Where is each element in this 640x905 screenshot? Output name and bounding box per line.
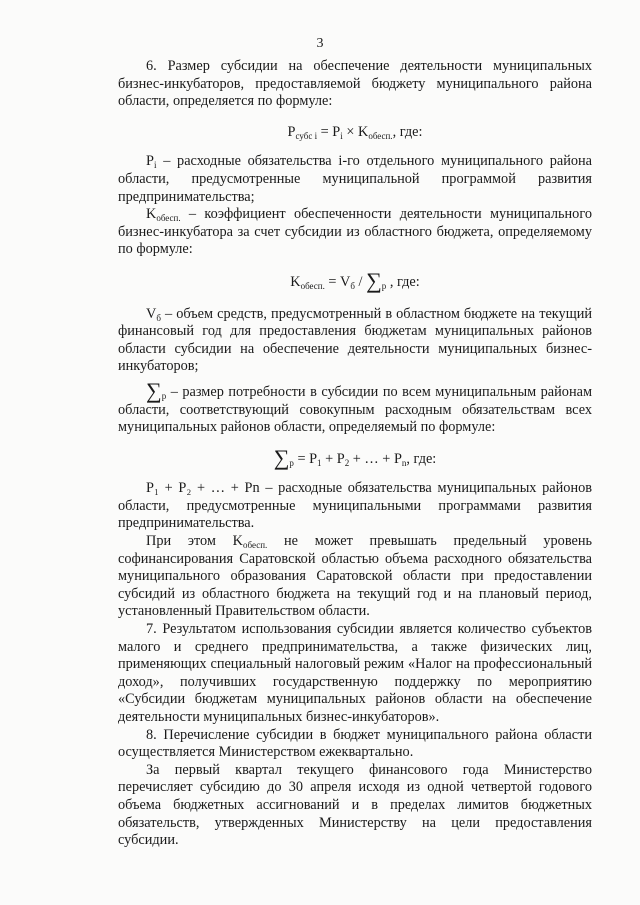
- formula-subscript: i: [340, 130, 343, 141]
- page-number: 3: [316, 36, 324, 51]
- formula-text: = V: [324, 273, 351, 290]
- formula-text: , где:: [406, 450, 437, 467]
- def-text: – расходные обязательства i-го отдельного муниципального района области, предусмотренные муниципальной программой развития предпринимательства;: [118, 153, 592, 205]
- formula-text: , где:: [386, 273, 420, 290]
- formula-sum: [118, 444, 592, 470]
- formula-subscript: n: [401, 457, 407, 468]
- formula-subscript: 2: [344, 457, 350, 468]
- formula-text: × K: [342, 123, 369, 140]
- limit-subscript: обесп.: [243, 540, 268, 551]
- item6-intro: 6. Размер субсидии на обеспечение деятельности муниципальных бизнес-инкубаторов, предоставляемой бюджету муниципального района области, определяется по формуле:: [118, 58, 592, 110]
- def-symbol: V: [146, 305, 157, 322]
- formula-subscript: р: [289, 457, 294, 468]
- sigma-symbol: ∑: [366, 267, 382, 293]
- item8-continuation: За первый квартал текущего финансового года Министерство перечисляет субсидию до 30 апреля исходя из одной четвертой годового объема бюджетных ассигнований и в пределах лимитов бюджетных обязательств, утвержденных Министерству на цели предоставления субсидии.: [118, 761, 592, 849]
- definition-pi: [118, 153, 592, 206]
- limit-text: не может превышать предельный уровень софинансирования Саратовской областью объема расходного обязательства муниципального образования Саратовской области при предоставлении субсидий из областного бюджета на текущий год и на плановый период, установленный Правительством области.: [118, 533, 593, 620]
- formula-symbol: P: [287, 123, 296, 140]
- formula-subscript: субс i: [295, 130, 318, 141]
- formula-subscript: обесп.: [300, 280, 325, 291]
- def-symbol: P: [146, 153, 154, 170]
- definition-sum: P₁ + P₂ + … + Pn – расходные обязательства муниципальных районов области, предусмотренные муниципальными программами развития предпринимательства.: [118, 480, 592, 532]
- formula-subscript: 1: [317, 457, 322, 468]
- def-subscript: обесп.: [156, 213, 181, 224]
- limit-clause: [118, 533, 592, 621]
- formula-text: + … + P: [349, 450, 402, 467]
- def-subscript: б: [156, 312, 161, 323]
- definition-k: [118, 206, 592, 259]
- def-text: – размер потребности в субсидии по всем муниципальным районам области, соответствующий совокупным расходным обязательствам всех муниципальных районов области, определяемый по формуле:: [118, 383, 592, 436]
- formula-symbol: K: [290, 273, 301, 290]
- formula-text: = P: [317, 123, 341, 140]
- formula-subscript: обесп.: [368, 130, 393, 141]
- formula-subscript: р: [381, 280, 387, 291]
- definition-v: [118, 306, 592, 376]
- def-symbol: K: [146, 206, 157, 223]
- def-subscript: i: [153, 160, 157, 171]
- limit-prefix: При этом K: [146, 533, 244, 550]
- def-subscript: р: [161, 390, 167, 401]
- def-text: – объем средств, предусмотренный в областном бюджете на текущий финансовый год для предоставления бюджетам муниципальных районов области субсидии на обеспечение деятельности муниципальных бизнес-инкубаторов;: [118, 305, 592, 375]
- document-body: [118, 58, 592, 850]
- sigma-symbol: ∑: [146, 377, 162, 403]
- formula-subsidy: [118, 124, 592, 142]
- def-text: – коэффициент обеспеченности деятельности муниципального бизнес-инкубатора за счет субсидии из областного бюджета, определяемому по формуле:: [118, 206, 592, 258]
- item8-paragraph: 8. Перечисление субсидии в бюджет муниципального района области осуществляется Министерством ежеквартально.: [118, 726, 592, 761]
- formula-text: /: [354, 273, 367, 290]
- formula-coefficient: [118, 267, 592, 293]
- item7-paragraph: 7. Результатом использования субсидии является количество субъектов малого и среднего предпринимательства, а также физических лиц, применяющих специальный налоговый режим «Налог на профессиональный доход», получивших государственную поддержку по мероприятию «Субсидии бюджетам муниципальных районов области на обеспечение деятельности муниципальных бизнес-инкубаторов».: [118, 621, 592, 725]
- formula-text: = P: [293, 450, 318, 467]
- formula-text: , где:: [392, 123, 423, 140]
- formula-subscript: б: [350, 280, 355, 291]
- sigma-symbol: ∑: [273, 444, 290, 470]
- definition-sigma: [118, 377, 592, 437]
- formula-text: + P: [321, 450, 345, 467]
